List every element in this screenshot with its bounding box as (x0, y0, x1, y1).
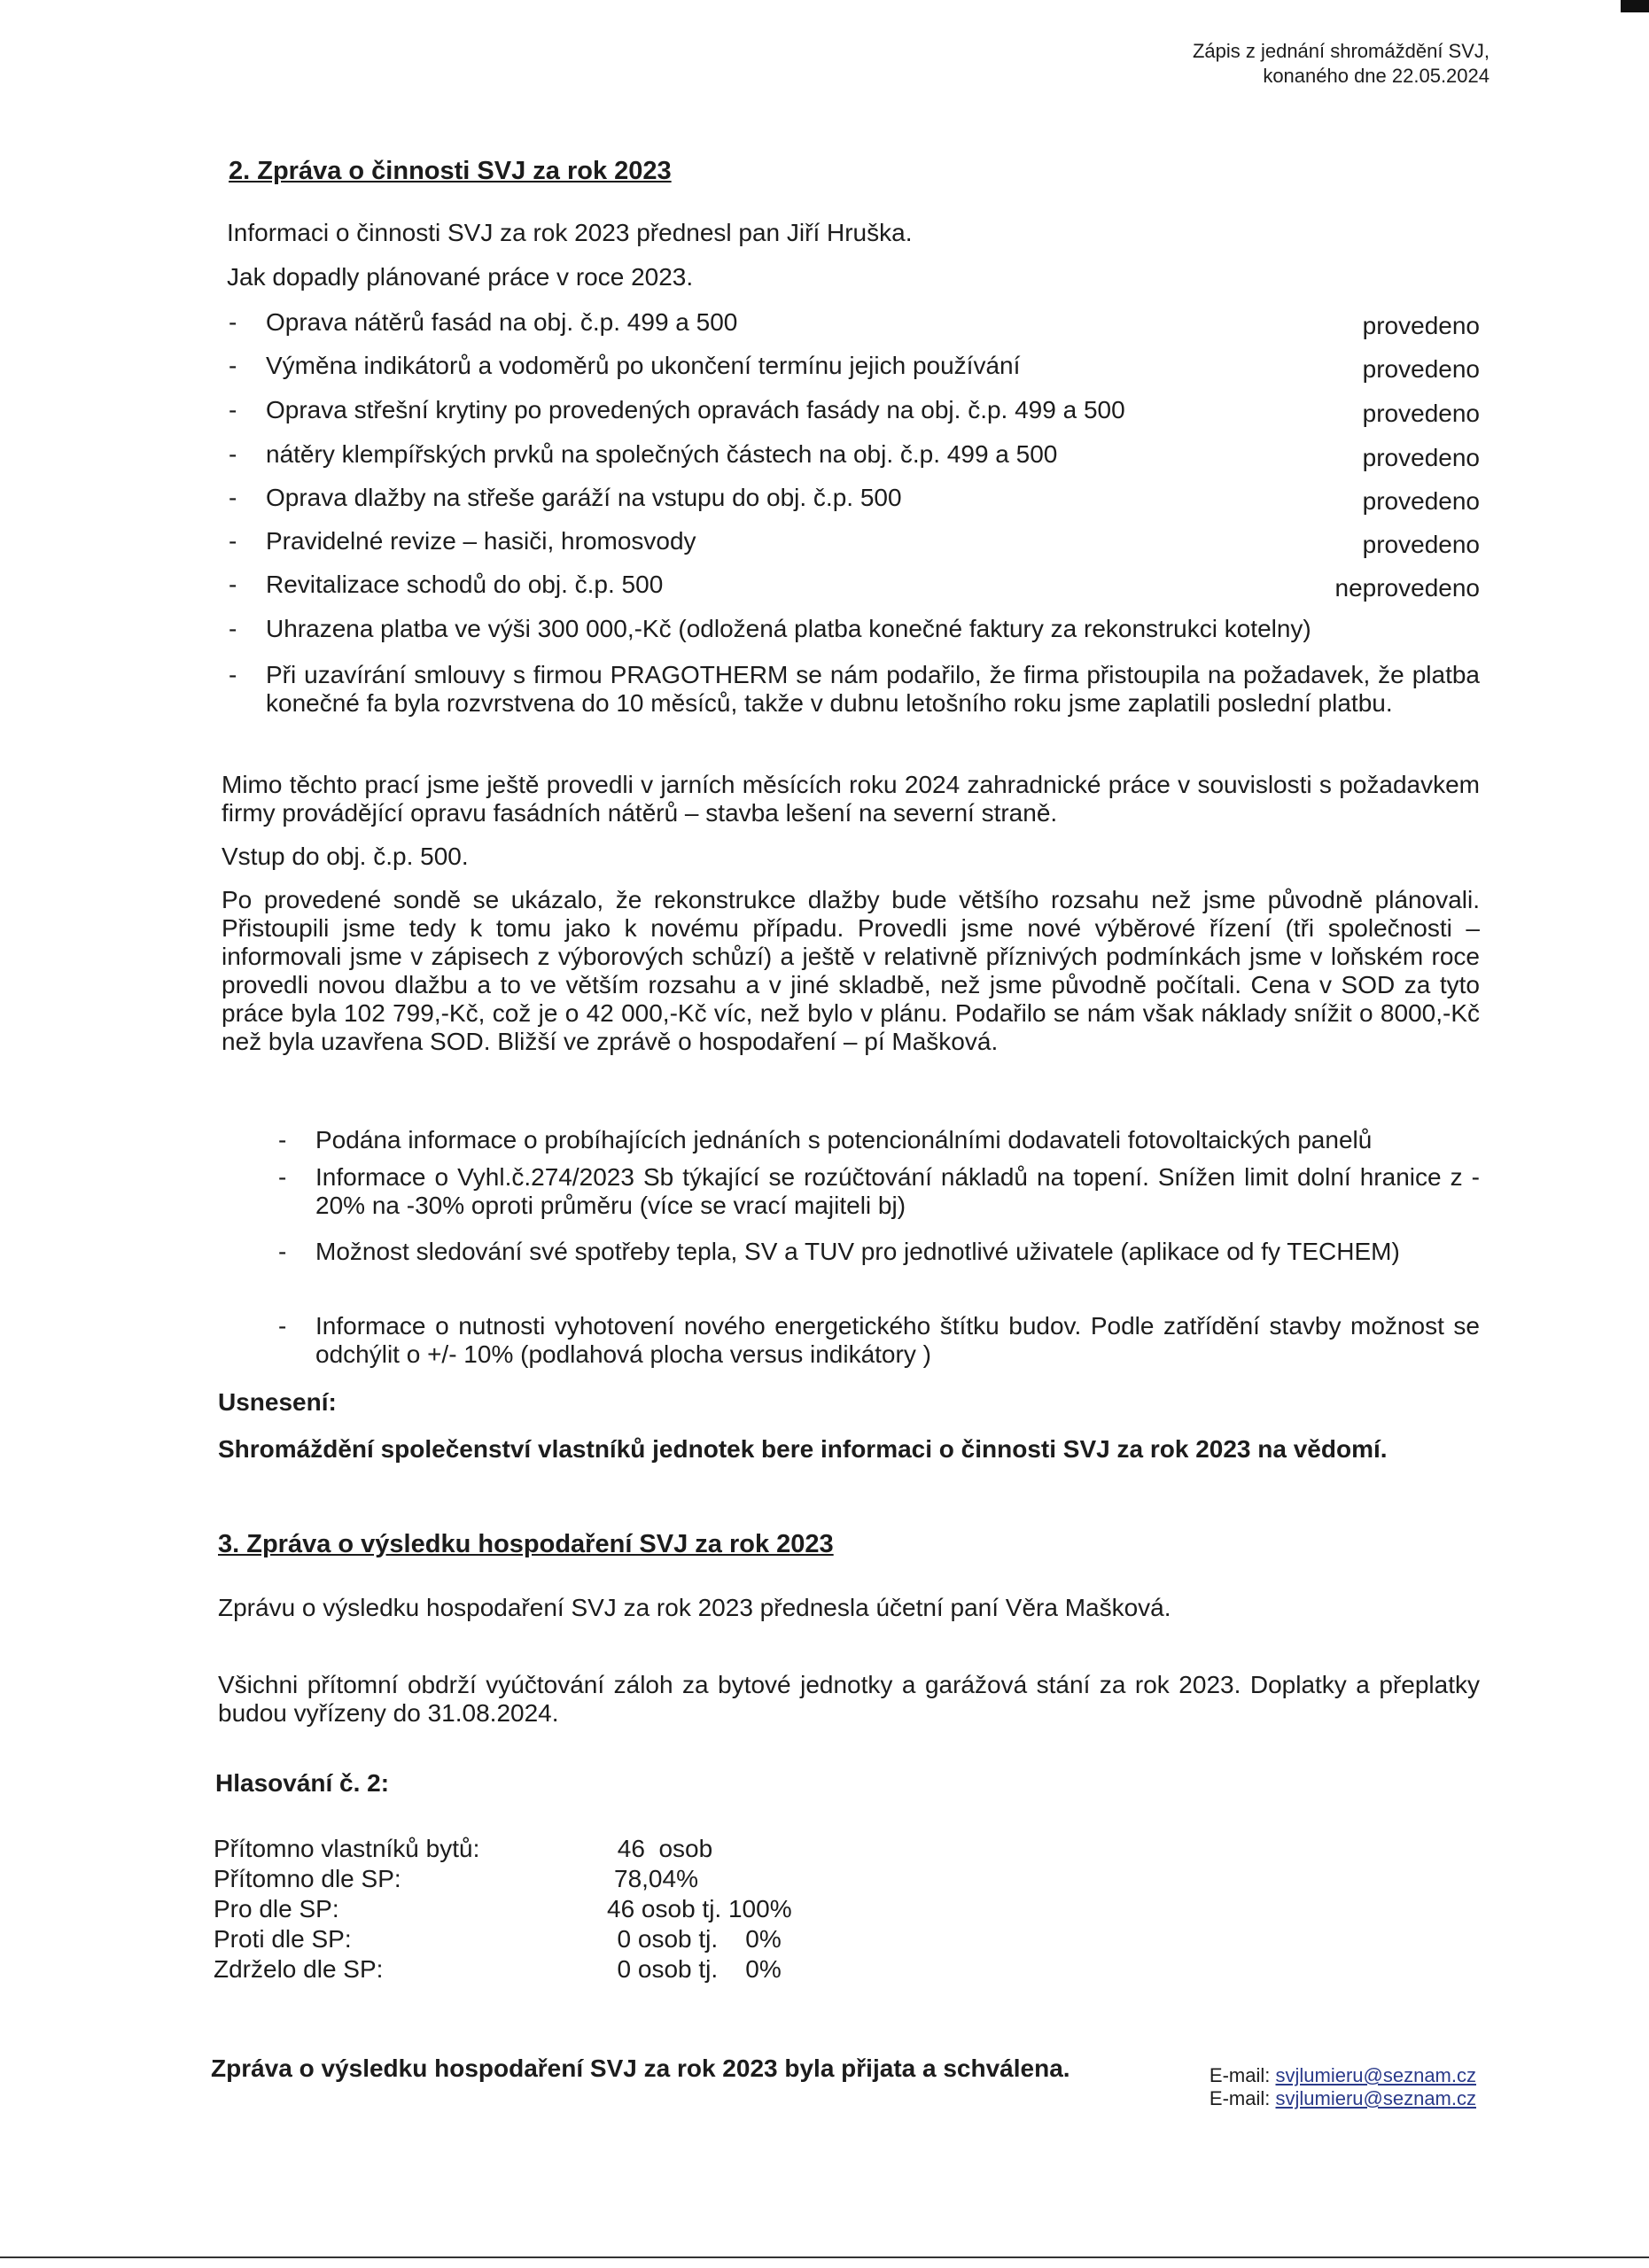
work-item (229, 614, 1480, 644)
section-2-paragraph-3: Po provedené sondě se ukázalo, že rekonstrukce dlažby bude většího rozsahu než jsme původně plánovali. Přistoupili jsme tedy k tomu jako k novému případu. Provedli jsme nové výběrové řízení (tři společnosti – informovali jsme v zápisech z výborových schůzí) a ještě v relativně příznivých podmínkách jsme v loňském roce provedli novou dlažbu a to ve větším rozsahu a v jiné skladbě, než jsme původně počítali. Cena v SOD za tyto práce byla 102 799,-Kč, což je o 42 000,-Kč víc, než bylo v plánu. Podařilo se nám však náklady snížit o 8000,-Kč než byla uzavřena SOD. Bližší ve zprávě o hospodaření – pí Mašková. (222, 886, 1480, 1055)
work-item (229, 307, 1480, 339)
vote-value: 46 osob (611, 1835, 713, 1862)
info-item-text: Možnost sledování své spotřeby tepla, SV a TUV pro jednotlivé uživatele (aplikace od fy TECHEM) (315, 1238, 1400, 1265)
info-item-text: Informace o nutnosti vyhotovení nového energetického štítku budov. Podle zatřídění stavby možnost se odchýlit o +/- 10% (podlahová plocha versus indikátory ) (315, 1312, 1480, 1368)
section-2-paragraph-2: Vstup do obj. č.p. 500. (222, 843, 469, 870)
section-2-intro-2: Jak dopadly plánované práce v roce 2023. (227, 263, 694, 291)
work-item (229, 661, 1480, 718)
work-item (229, 483, 1480, 515)
section-3-heading: 3. Zpráva o výsledku hospodaření SVJ za rok 2023 (218, 1530, 834, 1558)
work-item (229, 570, 1480, 602)
list-dash: - (229, 527, 237, 555)
work-item-status: provedeno (1362, 487, 1480, 515)
work-item (229, 526, 1480, 558)
info-item (278, 1163, 1480, 1220)
work-item-status: provedeno (1362, 312, 1480, 339)
list-dash: - (229, 440, 237, 468)
work-item-status: provedeno (1362, 355, 1480, 383)
vote-value: 78,04% (614, 1865, 698, 1892)
resolution-label: Usnesení: (218, 1388, 337, 1416)
footer-email-label: E-mail: (1209, 2087, 1271, 2109)
vote-value: 0 osob tj. 0% (603, 1955, 782, 1983)
section-2-intro-1: Informaci o činnosti SVJ za rok 2023 přednesl pan Jiří Hruška. (227, 219, 913, 246)
work-item-text: Při uzavírání smlouvy s firmou PRAGOTHERM se nám podařilo, že firma přistoupila na požadavek, že platba konečné fa byla rozvrstvena do 10 měsíců, takže v dubnu letošního roku jsme zaplatili poslední platbu. (266, 661, 1480, 717)
vote-label: Zdrželo dle SP: (214, 1955, 384, 1983)
work-item-text: nátěry klempířských prvků na společných částech na obj. č.p. 499 a 500 (266, 440, 1058, 468)
section-2-paragraph-1: Mimo těchto prací jsme ještě provedli v jarních měsících roku 2024 zahradnické práce v souvislosti s požadavkem firmy provádějící opravu fasádních nátěrů – stavba lešení na severní straně. (222, 771, 1480, 827)
vote-label: Pro dle SP: (214, 1895, 339, 1922)
list-dash: - (229, 352, 237, 379)
vote-label: Proti dle SP: (214, 1925, 352, 1953)
work-item-status: provedeno (1362, 531, 1480, 558)
work-item-status: provedeno (1362, 400, 1480, 427)
list-dash: - (229, 661, 237, 688)
list-dash: - (229, 571, 237, 598)
scan-corner-mark (1621, 0, 1649, 12)
work-item-text: Výměna indikátorů a vodoměrů po ukončení termínu jejich používání (266, 352, 1021, 379)
list-dash: - (229, 396, 237, 423)
work-item-text: Pravidelné revize – hasiči, hromosvody (266, 527, 696, 555)
header-line-2: konaného dne 22.05.2024 (1263, 65, 1490, 87)
footer-email-link[interactable]: svjlumieru@seznam.cz (1275, 2064, 1476, 2086)
list-dash: - (229, 615, 237, 642)
footer-email-line-duplicate (1210, 2087, 1476, 2110)
vote-label: Přítomno dle SP: (214, 1865, 401, 1892)
header-line-1: Zápis z jednání shromáždění SVJ, (1192, 40, 1490, 62)
list-dash: - (229, 484, 237, 511)
list-dash: - (229, 308, 237, 336)
info-item-text: Podána informace o probíhajících jednáních s potencionálními dodavateli fotovoltaických panelů (315, 1126, 1373, 1153)
footer-email-label: E-mail: (1209, 2064, 1271, 2086)
work-item-text: Revitalizace schodů do obj. č.p. 500 (266, 571, 664, 598)
info-item-text: Informace o Vyhl.č.274/2023 Sb týkající se rozúčtování nákladů na topení. Snížen limit dolní hranice z - 20% na -30% oproti průměru (více se vrací majiteli bj) (315, 1163, 1480, 1219)
work-item-text: Oprava dlažby na střeše garáží na vstupu do obj. č.p. 500 (266, 484, 902, 511)
document-header (1193, 39, 1490, 89)
bottom-scan-line (0, 2256, 1649, 2258)
section-3-conclusion: Zpráva o výsledku hospodaření SVJ za rok 2023 byla přijata a schválena. (211, 2054, 1070, 2082)
work-item-status: neprovedeno (1334, 574, 1480, 602)
section-3-paragraph-2: Všichni přítomní obdrží vyúčtování záloh za bytové jednotky a garážová stání za rok 2023. Doplatky a přeplatky budou vyřízeny do 31.08.2024. (218, 1671, 1480, 1727)
footer-email-link[interactable]: svjlumieru@seznam.cz (1275, 2087, 1476, 2109)
section-2-heading: 2. Zpráva o činnosti SVJ za rok 2023 (229, 157, 672, 185)
vote-label: Přítomno vlastníků bytů: (214, 1835, 480, 1862)
vote-value: 0 osob tj. 0% (603, 1925, 782, 1953)
info-item (278, 1238, 1480, 1266)
list-dash: - (278, 1312, 287, 1340)
work-item (229, 351, 1480, 383)
list-dash: - (278, 1126, 287, 1153)
work-item-text: Oprava nátěrů fasád na obj. č.p. 499 a 500 (266, 308, 738, 336)
footer-contact (1210, 2064, 1476, 2110)
footer-email-line (1210, 2064, 1476, 2087)
resolution-text: Shromáždění společenství vlastníků jednotek bere informaci o činnosti SVJ za rok 2023 na vědomí. (218, 1435, 1388, 1463)
info-item (278, 1312, 1480, 1369)
list-dash: - (278, 1163, 287, 1191)
info-item (278, 1125, 1480, 1155)
work-item-text: Uhrazena platba ve výši 300 000,-Kč (odložená platba konečné faktury za rekonstrukci kotelny) (266, 615, 1311, 642)
work-item-text: Oprava střešní krytiny po provedených opravách fasády na obj. č.p. 499 a 500 (266, 396, 1125, 423)
work-item (229, 395, 1480, 427)
work-item-status: provedeno (1362, 444, 1480, 471)
section-3-paragraph-1: Zprávu o výsledku hospodaření SVJ za rok 2023 přednesla účetní paní Věra Mašková. (218, 1594, 1171, 1621)
list-dash: - (278, 1238, 287, 1265)
vote-value: 46 osob tj. 100% (607, 1895, 792, 1922)
vote-heading: Hlasování č. 2: (215, 1769, 390, 1797)
work-item (229, 439, 1480, 471)
